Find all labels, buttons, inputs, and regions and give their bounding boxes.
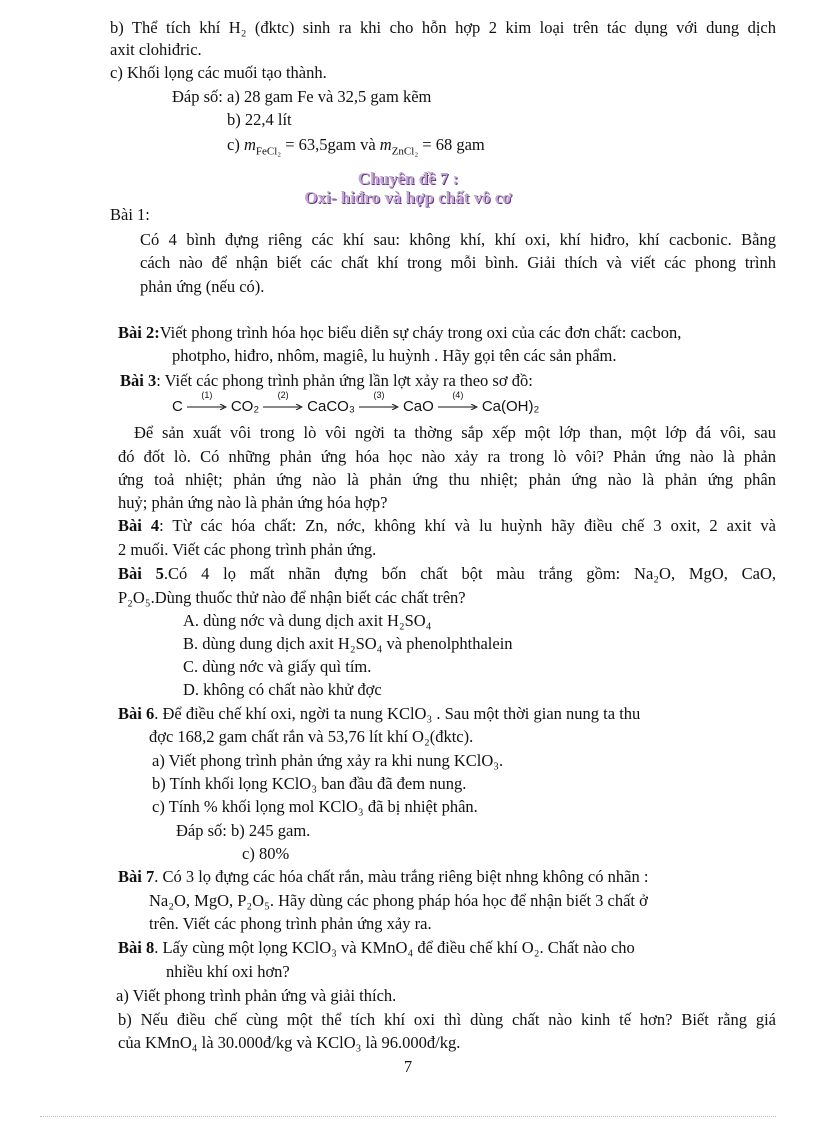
text-line: b) Nếu điều chế cùng một thể tích khí oxi thì dùng chất nào kinh tế hơn? Biết rằng giá — [118, 1010, 776, 1029]
answer-value: = 63,5gam và — [281, 135, 376, 154]
formula-subscript: FeCl₂ — [255, 145, 282, 158]
text-line — [118, 563, 776, 584]
text-line: cách nào để nhận biết các chất khí trong mỗi bình. Giải thích và viết các phong trình — [140, 253, 776, 272]
text-line: Có 4 bình đựng riêng các khí sau: không khí, khí oxi, khí hiđro, khí cacbonic. Bằng — [140, 230, 776, 249]
formula-subscript: ZnCl₂ — [391, 145, 419, 158]
text-line: a) Viết phong trình phản ứng xảy ra khi nung KClO₃. — [152, 751, 504, 770]
step-number: (4) — [452, 390, 464, 400]
reaction-arrow — [263, 390, 303, 412]
page-number: 7 — [403, 1057, 413, 1076]
text-line: c) Tính % khối lọng mol KClO₃ đã bị nhiệt phân. — [152, 797, 478, 816]
option-item: B. dùng dung dịch axit H₂SO₄ và phenolphthalein — [183, 634, 513, 653]
text-line: ứng toả nhiệt; phản ứng nào là phản ứng thu nhiệt; phản ứng nào là phản ứng phân — [118, 470, 776, 489]
exercise-label: Bài 3 — [120, 371, 157, 390]
mass-symbol: m — [379, 135, 392, 154]
exercise-text: . Có 3 lọ đựng các hóa chất rắn, màu trắng riêng biệt nhng không có nhãn : — [154, 867, 649, 886]
reaction-scheme — [172, 390, 540, 417]
step-number: (3) — [373, 390, 385, 400]
answer-line: Đáp số: a) 28 gam Fe và 32,5 gam kẽm — [172, 87, 432, 106]
arrow-icon — [359, 404, 399, 410]
exercise-label: Bài 5 — [118, 564, 164, 583]
answer-line: c) 80% — [242, 844, 290, 863]
scheme-species: Ca(OH)₂ — [481, 398, 540, 415]
step-number: (2) — [277, 390, 289, 400]
answer-line: b) 22,4 lít — [227, 110, 292, 129]
text-line: phản ứng (nếu có). — [140, 277, 265, 296]
arrow-icon — [263, 404, 303, 410]
exercise-text: . Lấy cùng một lọng KClO₃ và KMnO₄ để điều chế khí O₂. Chất nào cho — [154, 938, 635, 957]
step-number: (1) — [201, 390, 213, 400]
reaction-arrow — [359, 390, 399, 412]
option-item: C. dùng nớc và giấy quì tím. — [183, 657, 372, 676]
exercise-text: Viết phong trình hóa học biểu diễn sự cháy trong oxi của các đơn chất: cacbon, — [159, 323, 682, 342]
mass-symbol: m — [243, 135, 256, 154]
text-line: Na₂O, MgO, P₂O₅. Hãy dùng các phong pháp hóa học để nhận biết 3 chất ở — [149, 891, 648, 910]
answer-line — [227, 134, 485, 162]
text-line: b) Tính khối lọng KClO₃ ban đầu đã đem nung. — [152, 774, 467, 793]
text-line — [118, 937, 635, 958]
exercise-text: .Có 4 lọ mất nhãn đựng bốn chất bột màu trắng gồm: Na₂O, MgO, CaO, — [163, 564, 777, 583]
text-line: axit clohiđric. — [110, 40, 202, 59]
text-line: của KMnO₄ là 30.000đ/kg và KClO₃ là 96.000đ/kg. — [118, 1033, 461, 1052]
text-line: đó đốt lò. Có những phản ứng hóa học nào xảy ra trong lò vôi? Phản ứng nào là phản — [118, 447, 776, 466]
exercise-label: Bài 7 — [118, 867, 155, 886]
exercise-text: : Viết các phong trình phản ứng lần lợt xảy ra theo sơ đồ: — [156, 371, 533, 390]
text-line — [118, 703, 640, 724]
text-line: trên. Viết các phong trình phản ứng xảy ra. — [149, 914, 432, 933]
scheme-species: CaO — [402, 398, 434, 415]
exercise-label: Bài 6 — [118, 704, 155, 723]
answer-line: Đáp số: b) 245 gam. — [176, 821, 311, 840]
answer-value: = 68 gam — [418, 135, 485, 154]
text-line: P₂O₅.Dùng thuốc thử nào để nhận biết các chất trên? — [118, 588, 466, 607]
option-item: A. dùng nớc và dung dịch axit H₂SO₄ — [183, 611, 432, 630]
text-line: c) Khối lọng các muối tạo thành. — [110, 63, 327, 82]
text-line: a) Viết phong trình phản ứng và giải thích. — [116, 986, 397, 1005]
option-item: D. không có chất nào khử đợc — [183, 680, 382, 699]
text-line: photpho, hiđro, nhôm, magiê, lu huỳnh . Hãy gọi tên các sản phẩm. — [172, 346, 617, 365]
text-line — [120, 370, 533, 391]
answer-prefix: c) — [227, 135, 240, 154]
exercise-text: . Để điều chế khí oxi, ngời ta nung KClO₃ . Sau một thời gian nung ta thu — [154, 704, 641, 723]
text-line: b) Thể tích khí H₂ (đktc) sinh ra khi cho hỗn hợp 2 kim loại trên tác dụng với dung dịch — [110, 18, 776, 37]
exercise-label: Bài 1: — [110, 205, 150, 224]
exercise-label: Bài 4 — [118, 516, 160, 535]
text-line: Để sản xuất vôi trong lò vôi ngời ta thờng sắp xếp một lớp than, một lớp đá vôi, sau — [134, 423, 776, 442]
reaction-arrow — [187, 390, 227, 412]
text-line — [118, 322, 681, 343]
footer-divider — [40, 1116, 776, 1117]
text-line — [118, 515, 776, 536]
exercise-text: : Từ các hóa chất: Zn, nớc, không khí và lu huỳnh hãy điều chế 3 oxit, 2 axit và — [159, 516, 777, 535]
exercise-label: Bài 8 — [118, 938, 155, 957]
scheme-species: CO₂ — [230, 398, 260, 415]
chapter-subtitle: Oxi- hiđro và hợp chất vô cơ — [304, 188, 512, 207]
text-line: nhiều khí oxi hơn? — [166, 962, 290, 981]
arrow-icon — [438, 404, 478, 410]
exercise-label: Bài 2: — [118, 323, 160, 342]
text-line — [118, 866, 648, 887]
chapter-title: Chuyên đề 7 : — [357, 169, 459, 188]
text-line: đợc 168,2 gam chất rắn và 53,76 lít khí O₂(đktc). — [149, 727, 474, 746]
reaction-arrow — [438, 390, 478, 412]
arrow-icon — [187, 404, 227, 410]
scheme-species: C — [172, 398, 183, 415]
scheme-species: CaCO₃ — [307, 398, 355, 415]
text-line: huỷ; phản ứng nào là phản ứng hóa hợp? — [118, 493, 388, 512]
text-line: 2 muối. Viết các phong trình phản ứng. — [118, 540, 377, 559]
